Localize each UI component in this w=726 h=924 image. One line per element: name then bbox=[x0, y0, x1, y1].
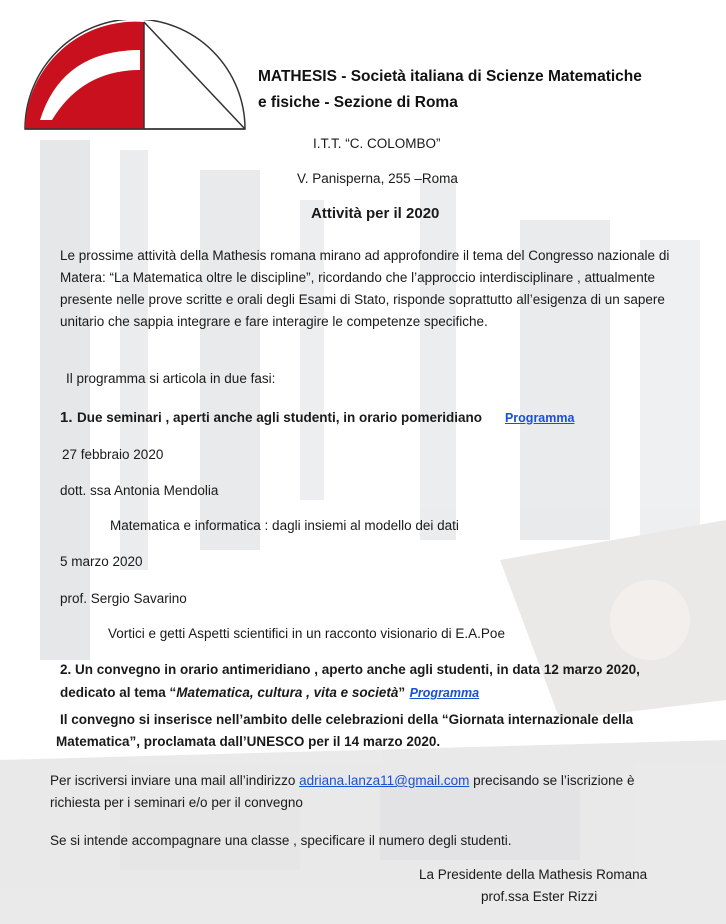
registration-prefix: Per iscriversi inviare una mail all’indirizzo bbox=[50, 773, 300, 788]
signature-name: prof.ssa Ester Rizzi bbox=[481, 889, 598, 904]
phase2-theme: Matematica, cultura , vita e società bbox=[176, 685, 399, 700]
phase2-suffix: ” bbox=[398, 685, 406, 700]
seminar2-date: 5 marzo 2020 bbox=[60, 554, 143, 569]
phases-intro: Il programma si articola in due fasi: bbox=[66, 371, 276, 386]
intro-paragraph: Le prossime attività della Mathesis romana mirano ad approfondire il tema del Congresso nazionale di Matera: “La Matematica oltre le discipline”, ricordando che l’approccio interdisciplinare , attualmente presente nelle prove scritte e orali degli Esami di Stato, risponde soprattutto all’esigenza di un sapere unitario che sappia integrare e fare interagire le competenze specifiche. bbox=[60, 248, 670, 329]
phase2-line1: 2. Un convegno in orario antimeridiano , aperto anche agli studenti, in data 12 marzo 2020, bbox=[60, 662, 640, 677]
page-title: Attività per il 2020 bbox=[311, 205, 440, 222]
seminar2-speaker: prof. Sergio Savarino bbox=[60, 591, 187, 606]
phase1-program-link[interactable]: Programma bbox=[504, 411, 575, 425]
school-name: I.T.T. “C. COLOMBO” bbox=[313, 136, 441, 151]
school-address: V. Panisperna, 255 –Roma bbox=[297, 171, 458, 186]
seminar1-date: 27 febbraio 2020 bbox=[62, 447, 164, 462]
seminar2-topic: Vortici e getti Aspetti scientifici in un racconto visionario di E.A.Poe bbox=[108, 626, 505, 641]
registration-email-link[interactable]: adriana.lanza11@gmail.com bbox=[299, 773, 470, 788]
registration-suffix: precisando se l’iscrizione è bbox=[469, 773, 635, 788]
phase2-line2 bbox=[60, 684, 479, 702]
convegno-note-line2: Matematica”, proclamata dall’UNESCO per il 14 marzo 2020. bbox=[56, 734, 441, 749]
phase1-heading bbox=[60, 409, 574, 427]
class-note: Se si intende accompagnare una classe , specificare il numero degli studenti. bbox=[50, 833, 512, 848]
seminar1-topic: Matematica e informatica : dagli insiemi al modello dei dati bbox=[110, 518, 459, 533]
phase2-prefix: dedicato al tema “ bbox=[60, 685, 177, 700]
phase1-text: Due seminari , aperti anche agli studenti, in orario pomeridiano bbox=[76, 410, 483, 425]
registration-line1 bbox=[50, 773, 634, 788]
mathesis-logo bbox=[22, 20, 248, 134]
phase2-program-link[interactable]: Programma bbox=[409, 686, 480, 700]
seminar1-speaker: dott. ssa Antonia Mendolia bbox=[60, 483, 219, 498]
org-name-line1: MATHESIS - Società italiana di Scienze Matematiche bbox=[258, 68, 642, 85]
phase1-number: 1. bbox=[60, 409, 73, 426]
org-name-line2: e fisiche - Sezione di Roma bbox=[258, 94, 458, 111]
signature-role: La Presidente della Mathesis Romana bbox=[419, 867, 648, 882]
convegno-note-line1: Il convegno si inserisce nell’ambito delle celebrazioni della “Giornata internazionale della bbox=[60, 712, 634, 727]
registration-line2: richiesta per i seminari e/o per il convegno bbox=[50, 795, 303, 810]
